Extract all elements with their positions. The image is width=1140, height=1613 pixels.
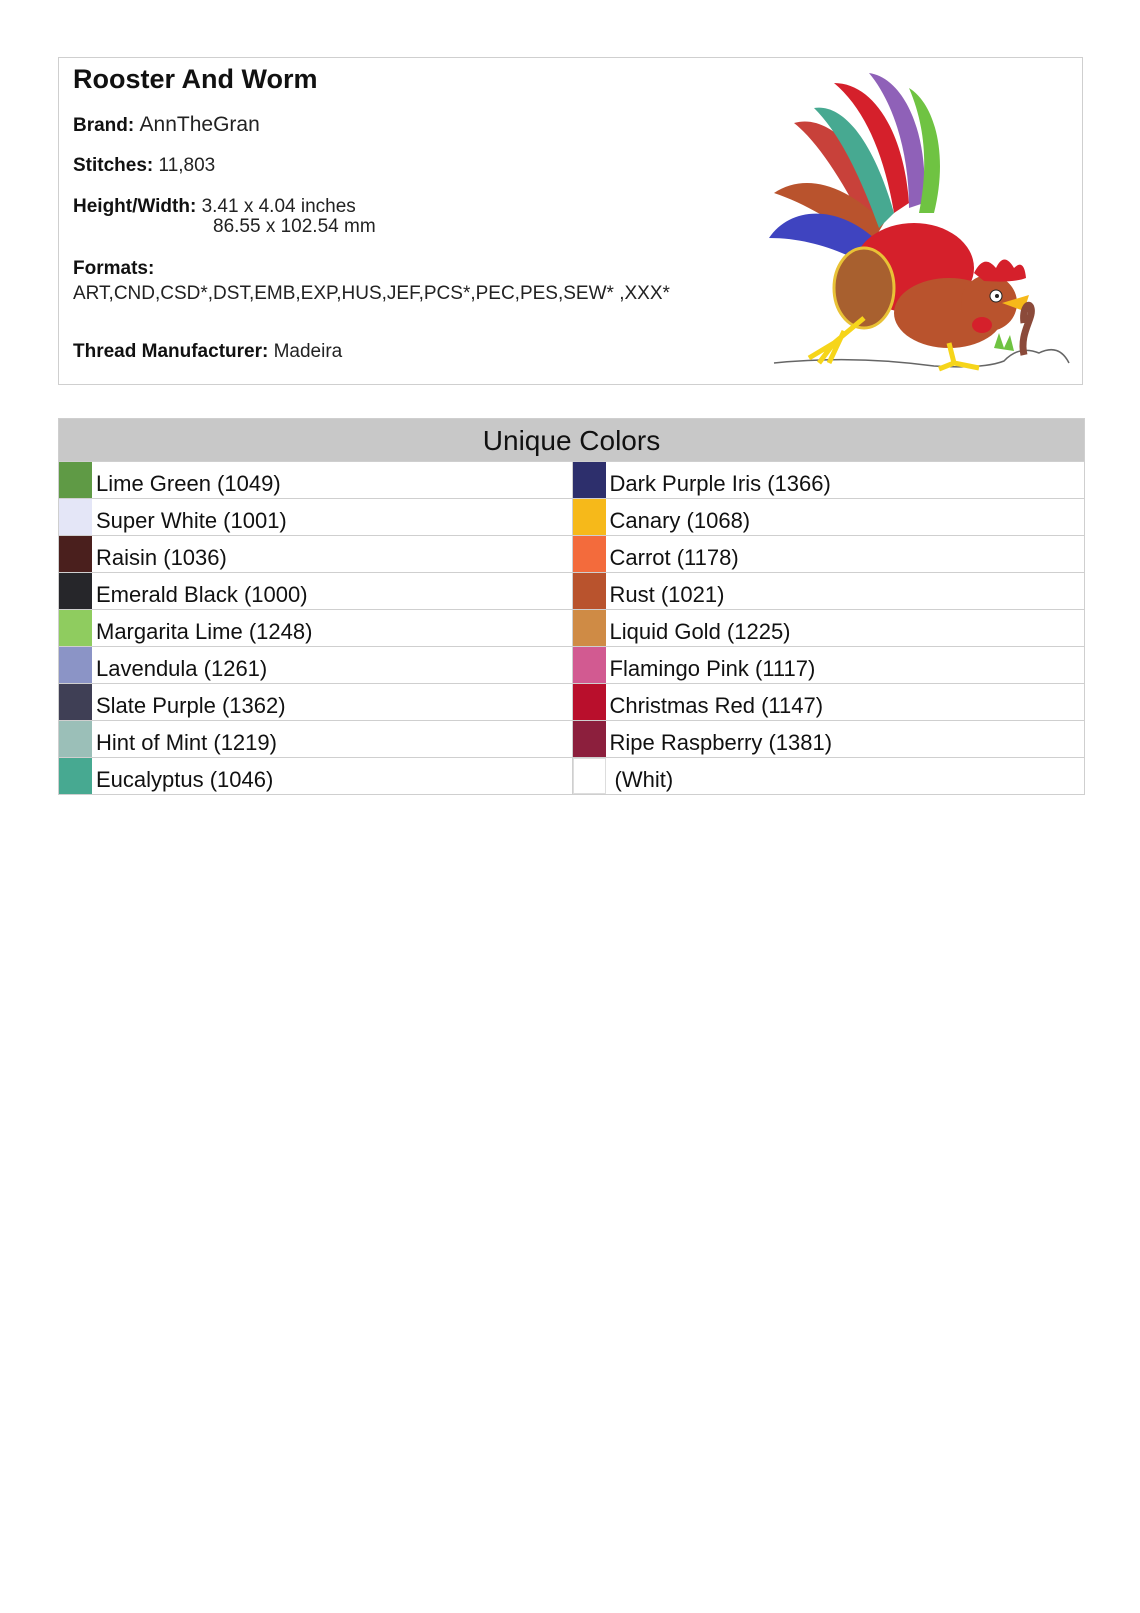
- color-name: Slate Purple (1362): [96, 693, 286, 718]
- color-name: Flamingo Pink (1117): [609, 656, 816, 681]
- no-image-swatch-icon: [573, 758, 606, 794]
- height-width-row: [73, 196, 356, 218]
- height-width-label: Height/Width:: [73, 196, 197, 217]
- color-row: [59, 572, 572, 609]
- color-row: [572, 461, 1085, 498]
- color-row: [59, 498, 572, 535]
- thread-row: [73, 341, 342, 363]
- color-name: Lime Green (1049): [96, 471, 281, 496]
- color-swatch: [573, 721, 606, 757]
- color-swatch: [59, 684, 92, 720]
- color-row: [572, 535, 1085, 572]
- color-name: Carrot (1178): [609, 545, 739, 570]
- color-grid: [59, 461, 1084, 794]
- brand-row: [73, 113, 260, 137]
- color-row: [59, 757, 572, 794]
- color-name: Margarita Lime (1248): [96, 619, 313, 644]
- color-swatch: [59, 721, 92, 757]
- color-row: [572, 720, 1085, 757]
- color-swatch: [573, 462, 606, 498]
- color-name: (Whit): [614, 767, 674, 792]
- thread-value: Madeira: [273, 341, 343, 362]
- color-row: [59, 720, 572, 757]
- color-row: [572, 572, 1085, 609]
- color-swatch: [59, 610, 92, 646]
- unique-colors-table: [58, 418, 1085, 795]
- color-row: [59, 683, 572, 720]
- color-row: [59, 646, 572, 683]
- color-name: Liquid Gold (1225): [609, 619, 791, 644]
- formats-label-row: [73, 258, 154, 280]
- color-row: [572, 646, 1085, 683]
- rooster-design-image: [734, 63, 1074, 378]
- color-name: Eucalyptus (1046): [96, 767, 274, 792]
- design-title: Rooster And Worm: [73, 64, 318, 94]
- color-name: Raisin (1036): [96, 545, 227, 570]
- formats-list: ART,CND,CSD*,DST,EMB,EXP,HUS,JEF,PCS*,PEC,PES,SEW* ,XXX*: [73, 283, 670, 304]
- color-swatch: [59, 573, 92, 609]
- color-swatch: [59, 758, 92, 794]
- color-row: [59, 461, 572, 498]
- color-name: Emerald Black (1000): [96, 582, 308, 607]
- color-swatch: [573, 536, 606, 572]
- color-name: Ripe Raspberry (1381): [609, 730, 833, 755]
- color-name: Hint of Mint (1219): [96, 730, 277, 755]
- color-swatch: [573, 684, 606, 720]
- color-name: Christmas Red (1147): [609, 693, 824, 718]
- color-swatch: [573, 647, 606, 683]
- stitches-value: 11,803: [158, 155, 216, 176]
- color-row: [572, 498, 1085, 535]
- color-swatch: [59, 499, 92, 535]
- color-name: Super White (1001): [96, 508, 287, 533]
- color-swatch: [59, 462, 92, 498]
- stitches-row: [73, 155, 215, 177]
- brand-label: Brand:: [73, 115, 135, 136]
- color-row: [572, 757, 1085, 794]
- color-row: [572, 683, 1085, 720]
- color-name: Rust (1021): [609, 582, 725, 607]
- color-row: [59, 535, 572, 572]
- brand-value: AnnTheGran: [139, 113, 260, 136]
- height-width-mm: 86.55 x 102.54 mm: [213, 216, 376, 237]
- color-swatch: [59, 647, 92, 683]
- color-swatch: [59, 536, 92, 572]
- color-swatch: [573, 610, 606, 646]
- thread-label: Thread Manufacturer:: [73, 341, 269, 362]
- color-row: [59, 609, 572, 646]
- color-name: Dark Purple Iris (1366): [609, 471, 831, 496]
- stitches-label: Stitches:: [73, 155, 154, 176]
- color-swatch: [573, 573, 606, 609]
- design-info-card: [58, 57, 1083, 385]
- color-swatch: [573, 499, 606, 535]
- color-name: Canary (1068): [609, 508, 751, 533]
- color-row: [572, 609, 1085, 646]
- unique-colors-heading: Unique Colors: [59, 419, 1084, 461]
- formats-label: Formats:: [73, 258, 155, 279]
- color-name: Lavendula (1261): [96, 656, 268, 681]
- height-width-inches: 3.41 x 4.04 inches: [201, 196, 356, 217]
